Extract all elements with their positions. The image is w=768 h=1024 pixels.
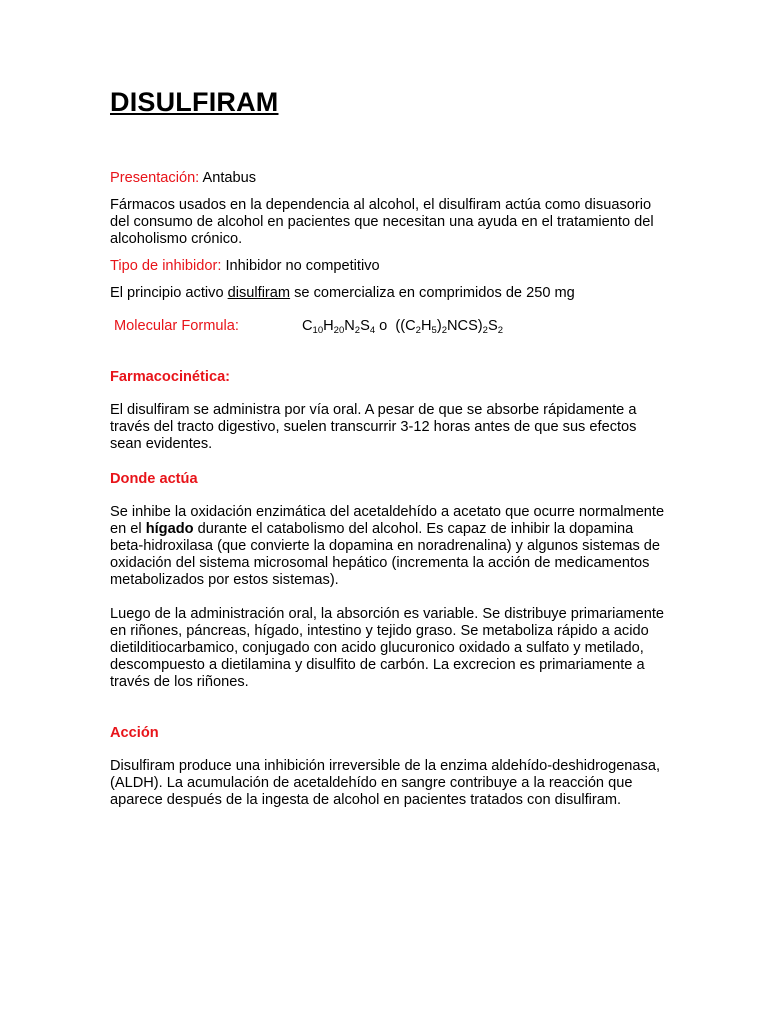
molecular-formula: $C_{10}H_{20}N_2S_4$ o $((C_2H_5)_2NCS)_2S_2$	[302, 318, 503, 336]
tipo-value: Inhibidor no competitivo	[221, 258, 380, 274]
accion-paragraph: Disulfiram produce una inhibición irreversible de la enzima aldehído-deshidrogenasa, (ALDH). La acumulación de acetaldehído en sangre contribuye a la reacción que aparece después de la ingesta de alcohol en pacientes tratados con disulfiram.	[110, 758, 661, 808]
presentacion-line	[110, 170, 668, 187]
farmaco-paragraph: El disulfiram se administra por vía oral. A pesar de que se absorbe rápidamente a través del tracto digestivo, suelen transcurrir 3-12 horas antes de que sus efectos sean evidentes.	[110, 402, 637, 452]
presentacion-value: Antabus	[199, 170, 257, 186]
donde-paragraph: Se inhibe la oxidación enzimática del acetaldehído a acetato que ocurre normalmente en el hígado durante el catabolismo del alcohol. Es capaz de inhibir la dopamina beta-hidroxilasa (que convierte la dopamina en noradrenalina) y algunos sistemas de oxidación del sistema microsomal hepático (incrementa la acción de medicamentos metabolizados por estos sistemas).	[110, 504, 665, 588]
presentacion-label: Presentación:	[110, 170, 200, 186]
tipo-line	[110, 258, 668, 275]
luego-paragraph: Luego de la administración oral, la absorción es variable. Se distribuye primariamente en riñones, páncreas, hígado, intestino y tejido graso. Se metaboliza rápido a acido dietilditiocarbamico, conjugado con acido glucuronico oxidado a sulfato y metilado, descompuesto a dietilamina y disulfito de carbón. La excrecion es primariamente a través de los riñones.	[110, 606, 665, 690]
principio-line	[110, 285, 668, 302]
principio-after: se comercializa en comprimidos de 250 mg	[290, 285, 575, 301]
formula-label: Molecular Formula:	[114, 318, 239, 334]
principio-before: El principio activo	[110, 285, 228, 301]
document-title: DISULFIRAM	[110, 87, 279, 117]
accion-heading: Acción	[110, 725, 159, 741]
farmaco-heading: Farmacocinética:	[110, 369, 231, 385]
higado-bold: hígado	[145, 521, 194, 537]
intro-paragraph: Fármacos usados en la dependencia al alcohol, el disulfiram actúa como disuasorio del consumo de alcohol en pacientes que necesitan una ayuda en el tratamiento del alcoholismo crónico.	[110, 197, 654, 247]
principio-link[interactable]: disulfiram	[227, 285, 291, 301]
tipo-label: Tipo de inhibidor:	[110, 258, 222, 274]
donde-heading: Donde actúa	[110, 471, 198, 487]
formula-row	[110, 318, 668, 335]
